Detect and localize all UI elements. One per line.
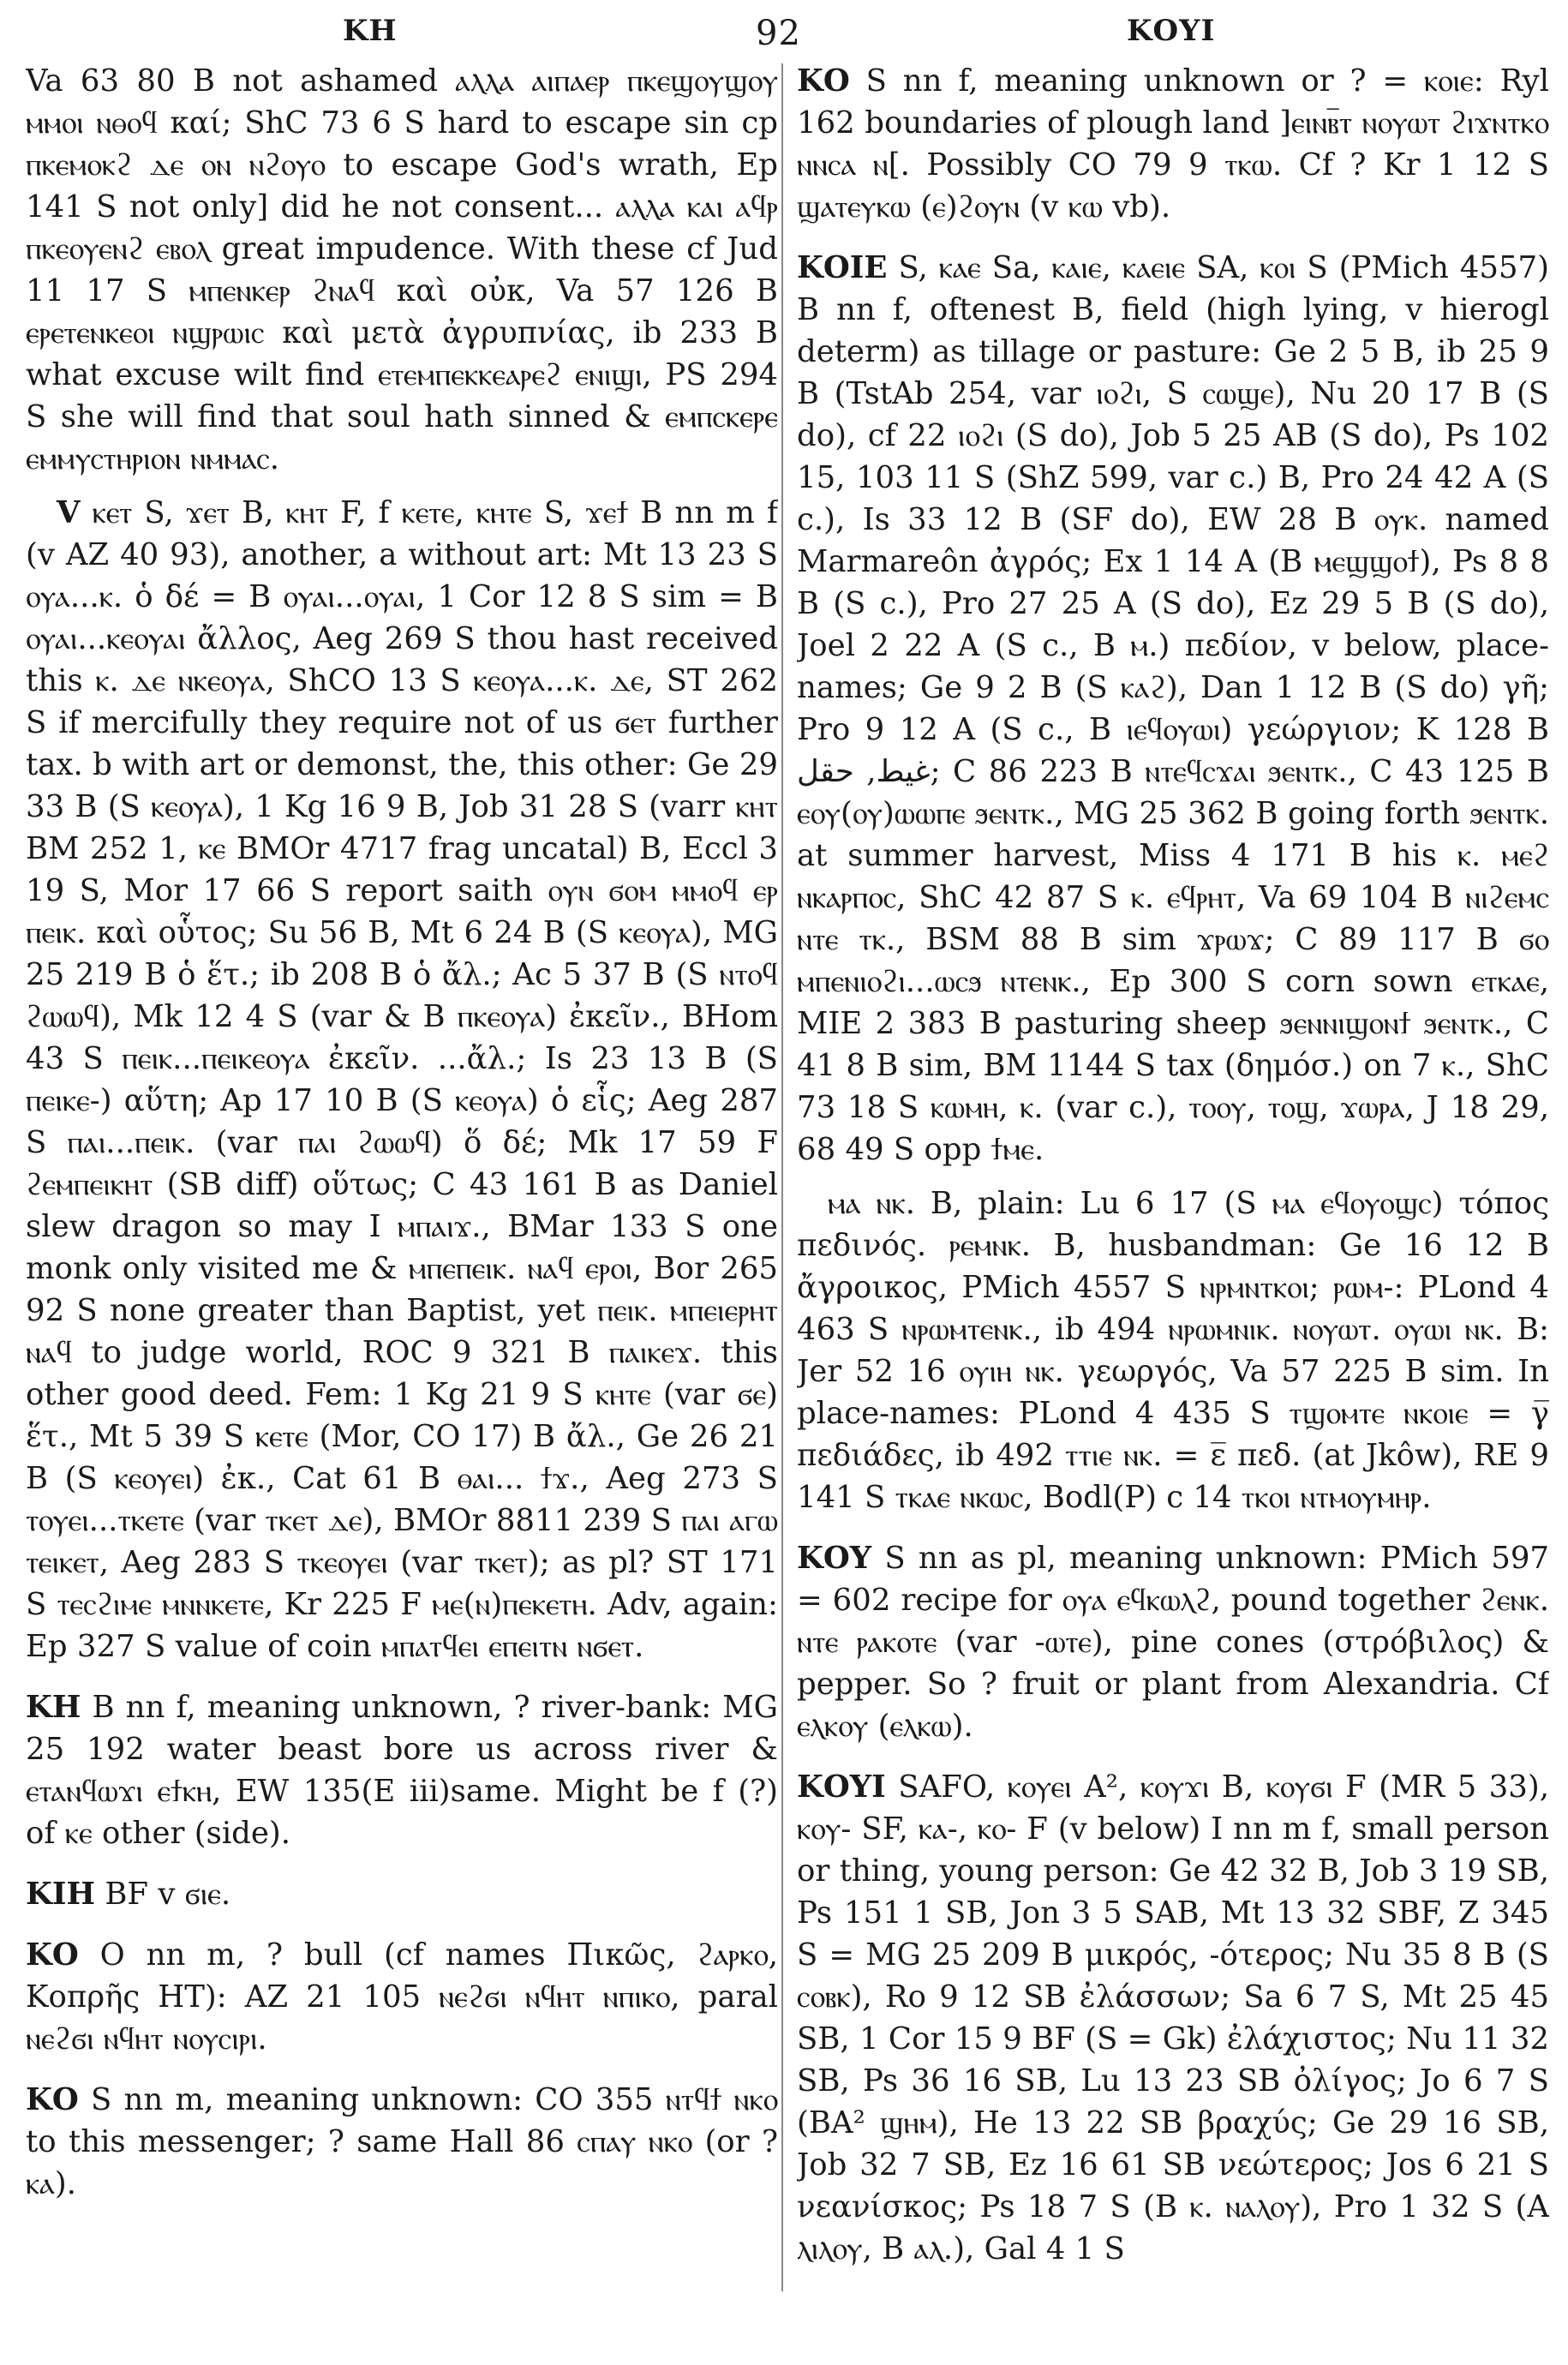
entry-text: O nn m, ? bull (cf names Πικῶς, ϩⲁⲣⲕⲟ, Κοπρῆς HT): AZ 21 105 ⲛⲉϩϭⲓ ⲛϥⲏⲧ ⲛⲡⲓⲕⲟ, paral ⲛⲉϩϭⲓ ⲛϥⲏⲧ ⲛⲟⲩⲥⲓⲣⲓ.	[26, 1937, 778, 2057]
entry-text: ⲙⲁ ⲛⲕ. B, plain: Lu 6 17 (S ⲙⲁ ⲉϥⲟⲩⲟϣⲥ) τόπος πεδινός. ⲣⲉⲙⲛⲕ. B, husbandman: Ge 16 12 B ἄγροικος, PMich 4557 S ⲛⲣⲙⲛⲧⲕⲟⲓ; ⲣⲱⲙ-: PLond 4 463 S ⲛⲣⲱⲙⲧⲉⲛⲕ., ib 494 ⲛⲣⲱⲙⲛⲓⲕ. ⲛⲟⲩⲱⲧ. ⲟⲩⲱⲓ ⲛⲕ. B: Jer 52 16 ⲟⲩⲓⲏ ⲛⲕ. γεωργός, Va 57 225 B sim. In place-names: PLond 4 435 S ⲧϣⲟⲙⲧⲉ ⲛⲕⲟⲓⲉ = γ̅ πεδιάδες, ib 492 ⲧⲧⲓⲉ ⲛⲕ. = ε̅ πεδ. (at Jkôw), RE 9 141 S ⲧⲕⲁⲉ ⲛⲕⲱⲥ, Bodl(P) c 14 ⲧⲕⲟⲓ ⲛⲧⲙⲟⲩⲙⲏⲣ.	[797, 1186, 1549, 1515]
entry-text: S nn m, meaning unknown: CO 355 ⲛⲧϥϯ ⲛⲕⲟ to this messenger; ? same Hall 86 ⲥⲡⲁⲩ ⲛⲕⲟ (or ? ⲕⲁ).	[26, 2082, 778, 2201]
entry-headword: ΚΟΥΙ	[797, 1769, 886, 1805]
dictionary-entry	[797, 1537, 1549, 1747]
dictionary-entry	[797, 247, 1549, 1171]
dictionary-entry	[26, 1873, 778, 1915]
right-column	[797, 60, 1549, 2348]
dictionary-entry	[797, 60, 1549, 228]
entry-headword: ΚΟΙΕ	[797, 250, 888, 285]
page-header	[0, 9, 1568, 57]
entry-text: S, ⲕⲁⲉ Sa, ⲕⲁⲓⲉ, ⲕⲁⲉⲓⲉ SA, ⲕⲟⲓ S (PMich 4557) B nn f, oftenest B, field (high lying, v hierogl determ) as tillage or pasture: Ge 2 5 B, ib 25 9 B (TstAb 254, var ⲓⲟϩⲓ, S ⲥⲱϣⲉ), Nu 20 17 B (S do), cf 22 ⲓⲟϩⲓ (S do), Job 5 25 AB (S do), Ps 102 15, 103 11 S (ShZ 599, var c.) B, Pro 24 42 A (S c.), Is 33 12 B (SF do), EW 28 B ⲟⲩⲕ. named Marmareôn ἀγρός; Ex 1 14 A (B ⲙⲉϣϣⲟϯ), Ps 8 8 B (S c.), Pro 27 25 A (S do), Ez 29 5 B (S do), Joel 2 22 A (S c., B ⲙ.) πεδίον, v below, place-names; Ge 9 2 B (S ⲕⲁϩ), Dan 1 12 B (S do) γῆ; Pro 9 12 A (S c., B ⲓⲉϥⲟⲩⲱⲓ) γεώργιον; K 128 B غيط, حقل; C 86 223 B ⲛⲧⲉϥⲥϫⲁⲓ ϧⲉⲛⲧⲕ., C 43 125 B ⲉⲟⲩ(ⲟⲩ)ⲱⲱⲡⲉ ϧⲉⲛⲧⲕ., MG 25 362 B going forth ϧⲉⲛⲧⲕ. at summer harvest, Miss 4 171 B his ⲕ. ⲙⲉϩ ⲛⲕⲁⲣⲡⲟⲥ, ShC 42 87 S ⲕ. ⲉϥⲣⲏⲧ, Va 69 104 B ⲛⲓϩⲉⲙⲥ ⲛⲧⲉ ⲧⲕ., BSM 88 B sim ϫⲣⲱϫ; C 89 117 B ϭⲟ ⲙⲡⲉⲛⲓⲟϩⲓ...ⲱⲥϧ ⲛⲧⲉⲛⲕ., Ep 300 S corn sown ⲉⲧⲕⲁⲉ, MIE 2 383 B pasturing sheep ϧⲉⲛⲛⲓϣⲟⲛϯ ϧⲉⲛⲧⲕ., C 41 8 B sim, BM 1144 S tax (δημόσ.) on 7 ⲕ., ShC 73 18 S ⲕⲱⲙⲏ, ⲕ. (var c.), ⲧⲟⲟⲩ, ⲧⲟϣ, ϫⲱⲣⲁ, J 18 29, 68 49 S opp ϯⲙⲉ.	[797, 250, 1549, 1167]
entry-text: SAFO, ⲕⲟⲩⲉⲓ A², ⲕⲟⲩϫⲓ B, ⲕⲟⲩϭⲓ F (MR 5 33), ⲕⲟⲩ- SF, ⲕⲁ-, ⲕⲟ- F (v below) I nn m f, small person or thing, young person: Ge 42 32 B, Job 3 19 SB, Ps 151 1 SB, Jon 3 5 SAB, Mt 13 32 SBF, Z 345 S = MG 25 209 B μικρός, -ότερος; Nu 35 8 B (S ⲥⲟⲃⲕ), Ro 9 12 SB ἐλάσσων; Sa 6 7 S, Mt 25 45 SB, 1 Cor 15 9 BF (S = Gk) ἐλάχιστος; Nu 11 32 SB, Ps 36 16 SB, Lu 13 23 SB ὀλίγος; Jo 6 7 S (BA² ϣⲏⲙ), He 13 22 SB βραχύς; Ge 29 16 SB, Job 32 7 SB, Ez 16 61 SB νεώτερος; Jos 6 21 S νεανίσκος; Ps 18 7 S (B ⲕ. ⲛⲁⲗⲟⲩ), Pro 1 32 S (A ⲗⲓⲗⲟⲩ, B ⲁⲗ.), Gal 4 1 S	[797, 1769, 1549, 2266]
entry-headword: ΚΟΥ	[797, 1541, 872, 1576]
entry-text: BF v ϭⲓⲉ.	[105, 1877, 231, 1912]
dictionary-entry	[26, 1934, 778, 2060]
page-number: 92	[756, 14, 801, 53]
entry-headword: ΚΟ	[797, 63, 850, 99]
dictionary-entry	[26, 60, 778, 480]
entry-text: B nn f, meaning unknown, ? river-bank: MG 25 192 water beast bore us across river & ⲉⲧⲁⲛϥⲱϫⲓ ⲉϯⲕⲏ, EW 135(E iii)same. Might be f (?) of ⲕⲉ other (side).	[26, 1690, 778, 1851]
right-running-head: ΚΟΥΙ	[1127, 14, 1216, 48]
dictionary-entry	[26, 2079, 778, 2205]
dictionary-entry	[797, 1766, 1549, 2270]
dictionary-entry	[26, 1686, 778, 1854]
left-column	[26, 60, 778, 2348]
entry-headword: ΚΟ	[26, 2082, 79, 2117]
column-divider	[781, 63, 783, 2291]
entry-text: S nn f, meaning unknown or ? = ⲕⲟⲓⲉ: Ryl 162 boundaries of plough land ]ⲉⲓⲛⲃ̅ⲧ ⲛⲟⲩⲱⲧ ϩⲓϫⲛⲧⲕⲟ ⲛⲛⲥⲁ ⲛ[. Possibly CO 79 9 ⲧⲕⲱ. Cf ? Kr 1 12 S ϣⲁⲧⲉⲩⲕⲱ (ⲉ)ϩⲟⲩⲛ (v ⲕⲱ vb).	[797, 63, 1549, 225]
entry-text: S nn as pl, meaning unknown: PMich 597 = 602 recipe for ⲟⲩⲁ ⲉϥⲕⲱⲗϩ, pound together ϩⲉⲛⲕ. ⲛⲧⲉ ⲣⲁⲕⲟⲧⲉ (var -ⲱⲧⲉ), pine cones (στρόβιλος) & pepper. So ? fruit or plant from Alexandria. Cf ⲉⲗⲕⲟⲩ (ⲉⲗⲕⲱ).	[797, 1541, 1549, 1744]
entry-headword: ΚΟ	[26, 1937, 79, 1973]
dictionary-entry	[797, 1182, 1549, 1518]
entry-text: ⲕⲉⲧ S, ϫⲉⲧ B, ⲕⲏⲧ F, f ⲕⲉⲧⲉ, ⲕⲏⲧⲉ S, ϫⲉϯ B nn m f (v AZ 40 93), another, a without art: Mt 13 23 S ⲟⲩⲁ...ⲕ. ὁ δέ = B ⲟⲩⲁⲓ...ⲟⲩⲁⲓ, 1 Cor 12 8 S sim = B ⲟⲩⲁⲓ...ⲕⲉⲟⲩⲁⲓ ἄλλος, Aeg 269 S thou hast received this ⲕ. ⲇⲉ ⲛⲕⲉⲟⲩⲁ, ShCO 13 S ⲕⲉⲟⲩⲁ...ⲕ. ⲇⲉ, ST 262 S if mercifully they require not of us ϭⲉⲧ further tax. b with art or demonst, the, this other: Ge 29 33 B (S ⲕⲉⲟⲩⲁ), 1 Kg 16 9 B, Job 31 28 S (varr ⲕⲏⲧ BM 252 1, ⲕⲉ BMOr 4717 frag uncatal) B, Eccl 3 19 S, Mor 17 66 S report saith ⲟⲩⲛ ϭⲟⲙ ⲙⲙⲟϥ ⲉⲣ ⲡⲉⲓⲕ. καὶ οὗτος; Su 56 B, Mt 6 24 B (S ⲕⲉⲟⲩⲁ), MG 25 219 B ὁ ἕτ.; ib 208 B ὁ ἄλ.; Ac 5 37 B (S ⲛⲧⲟϥ ϩⲱⲱϥ), Mk 12 4 S (var & B ⲡⲕⲉⲟⲩⲁ) ἐκεῖν., BHom 43 S ⲡⲉⲓⲕ...ⲡⲉⲓⲕⲉⲟⲩⲁ ἐκεῖν. ...ἄλ.; Is 23 13 B (S ⲡⲉⲓⲕⲉ-) αὕτη; Ap 17 10 B (S ⲕⲉⲟⲩⲁ) ὁ εἷς; Aeg 287 S ⲡⲁⲓ...ⲡⲉⲓⲕ. (var ⲡⲁⲓ ϩⲱⲱϥ) ὅ δέ; Mk 17 59 F ϩⲉⲙⲡⲉⲓⲕⲏⲧ (SB diff) οὕτως; C 43 161 B as Daniel slew dragon so may I ⲙⲡⲁⲓϫ., BMar 133 S one monk only visited me & ⲙⲡⲉⲡⲉⲓⲕ. ⲛⲁϥ ⲉⲣⲟⲓ, Bor 265 92 S none greater than Baptist, yet ⲡⲉⲓⲕ. ⲙⲡⲉⲓⲉⲣⲏⲧ ⲛⲁϥ to judge world, ROC 9 321 B ⲡⲁⲓⲕⲉϫ. this other good deed. Fem: 1 Kg 21 9 S ⲕⲏⲧⲉ (var ϭⲉ) ἕτ., Mt 5 39 S ⲕⲉⲧⲉ (Mor, CO 17) B ἄλ., Ge 26 21 B (S ⲕⲉⲟⲩⲉⲓ) ἐκ., Cat 61 B ⲑⲁⲓ... ϯϫ., Aeg 273 S ⲧⲟⲩⲉⲓ...ⲧⲕⲉⲧⲉ (var ⲧⲕⲉⲧ ⲇⲉ), BMOr 8811 239 S ⲡⲁⲓ ⲁⲅⲱ ⲧⲉⲓⲕⲉⲧ, Aeg 283 S ⲧⲕⲉⲟⲩⲉⲓ (var ⲧⲕⲉⲧ); as pl? ST 171 S ⲧⲉⲥϩⲓⲙⲉ ⲙⲛⲛⲕⲉⲧⲉ, Kr 225 F ⲙⲉ(ⲛ)ⲡⲉⲕⲉⲧⲏ. Adv, again: Ep 327 S value of coin ⲙⲡⲁⲧϥⲉⲓ ⲉⲡⲉⲓⲧⲛ ⲛϭⲉⲧ.	[26, 495, 778, 1664]
left-running-head: ΚΗ	[343, 14, 398, 48]
entry-text: Va 63 80 B not ashamed ⲁⲗⲗⲁ ⲁⲓⲡⲁⲉⲣ ⲡⲕⲉϣⲟⲩϣⲟⲩ ⲙⲙⲟⲓ ⲛⲑⲟϥ καί; ShC 73 6 S hard to escape sin cp ⲡⲕⲉⲙⲟⲕϩ ⲇⲉ ⲟⲛ ⲛϩⲟⲩⲟ to escape God's wrath, Ep 141 S not only] did he not consent... ⲁⲗⲗⲁ ⲕⲁⲓ ⲁϥⲣ ⲡⲕⲉⲟⲩⲉⲛϩ ⲉⲃⲟⲗ great impudence. With these cf Jud 11 17 S ⲙⲡⲉⲛⲕⲉⲣ ϩⲛⲁϥ καὶ οὐκ, Va 57 126 B ⲉⲣⲉⲧⲉⲛⲕⲉⲟⲓ ⲛϣⲣⲱⲓⲥ καὶ μετὰ ἀγρυπνίας, ib 233 B what excuse wilt find ⲉⲧⲉⲙⲡⲉⲕⲕⲉⲁⲣⲉϩ ⲉⲛⲓϣⲓ, PS 294 S she will find that soul hath sinned & ⲉⲙⲡⲥⲕⲉⲣⲉ ⲉⲙⲙⲩⲥⲧⲏⲣⲓⲟⲛ ⲛⲙⲙⲁⲥ.	[26, 63, 778, 476]
dictionary-entry	[26, 492, 778, 1667]
entry-headword: ΚΙΗ	[26, 1877, 96, 1912]
entry-headword: ΚΗ	[26, 1690, 81, 1725]
entry-headword: V	[57, 495, 81, 530]
